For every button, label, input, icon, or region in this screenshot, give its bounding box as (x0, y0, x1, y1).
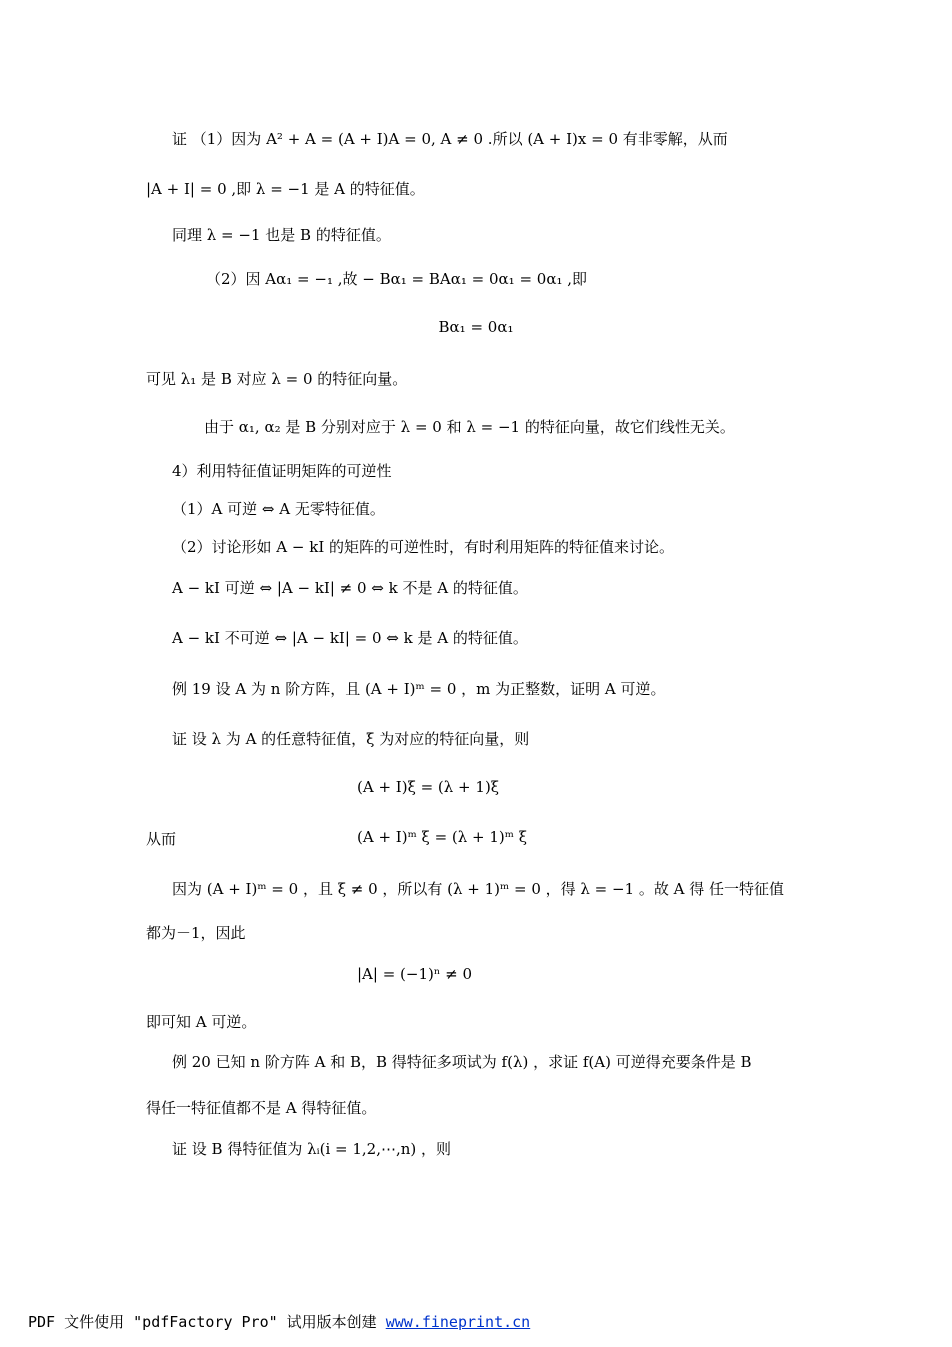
text-line: 同理 λ = −1 也是 B 的特征值。 (172, 226, 391, 244)
text-line: 因为 (A + I)ᵐ = 0 ，且 ξ ≠ 0 ，所以有 (λ + 1)ᵐ = 0 ，得 λ = −1 。故 A 得 任一特征值 (172, 880, 785, 898)
text-line: 即可知 A 可逆。 (146, 1013, 257, 1031)
text-line: （2）因 Aα₁ = −₁ ,故 − Bα₁ = BAα₁ = 0α₁ = 0α₁ ,即 (206, 270, 587, 288)
text-line: |A + I| = 0 ,即 λ = −1 是 A 的特征值。 (146, 180, 425, 198)
proof-line: 证 设 B 得特征值为 λᵢ(i = 1,2,⋯,n) ，则 (172, 1140, 452, 1158)
proof-line: 证 （1）因为 A² + A = (A + I)A = 0, A ≠ 0 .所以 (A + I)x = 0 有非零解，从而 (172, 130, 728, 148)
display-equation: Bα₁ = 0α₁ (438, 318, 514, 336)
footer-link[interactable]: www.fineprint.cn (385, 1313, 531, 1331)
text-line: A − kI 不可逆 ⇔ |A − kI| = 0 ⇔ k 是 A 的特征值。 (172, 629, 528, 647)
pdf-footer (28, 1311, 530, 1332)
display-equation: |A| = (−1)ⁿ ≠ 0 (357, 965, 472, 983)
text-line: （1）A 可逆 ⇔ A 无零特征值。 (172, 500, 385, 518)
example-heading: 例 20 已知 n 阶方阵 A 和 B，B 得特征多项试为 f(λ) ，求证 f(A) 可逆得充要条件是 B (172, 1053, 752, 1071)
text-line: 可见 λ₁ 是 B 对应 λ = 0 的特征向量。 (146, 370, 408, 388)
footer-text: PDF 文件使用 "pdfFactory Pro" 试用版本创建 (28, 1313, 386, 1331)
text-line: （2）讨论形如 A − kI 的矩阵的可逆性时，有时利用矩阵的特征值来讨论。 (172, 538, 675, 556)
section-heading: 4）利用特征值证明矩阵的可逆性 (172, 462, 392, 480)
display-equation: (A + I)ᵐ ξ = (λ + 1)ᵐ ξ (357, 828, 527, 846)
text-line: 由于 α₁, α₂ 是 B 分别对应于 λ = 0 和 λ = −1 的特征向量，故它们线性无关。 (204, 418, 735, 436)
proof-line: 证 设 λ 为 A 的任意特征值，ξ 为对应的特征向量，则 (172, 730, 530, 748)
display-equation: (A + I)ξ = (λ + 1)ξ (357, 778, 500, 796)
text-line: 都为－1，因此 (146, 924, 246, 942)
text-line: 得任一特征值都不是 A 得特征值。 (146, 1099, 377, 1117)
text-line: 从而 (146, 830, 177, 848)
example-heading: 例 19 设 A 为 n 阶方阵，且 (A + I)ᵐ = 0 ，m 为正整数，证明 A 可逆。 (172, 680, 666, 698)
text-line: A − kI 可逆 ⇔ |A − kI| ≠ 0 ⇔ k 不是 A 的特征值。 (172, 579, 528, 597)
